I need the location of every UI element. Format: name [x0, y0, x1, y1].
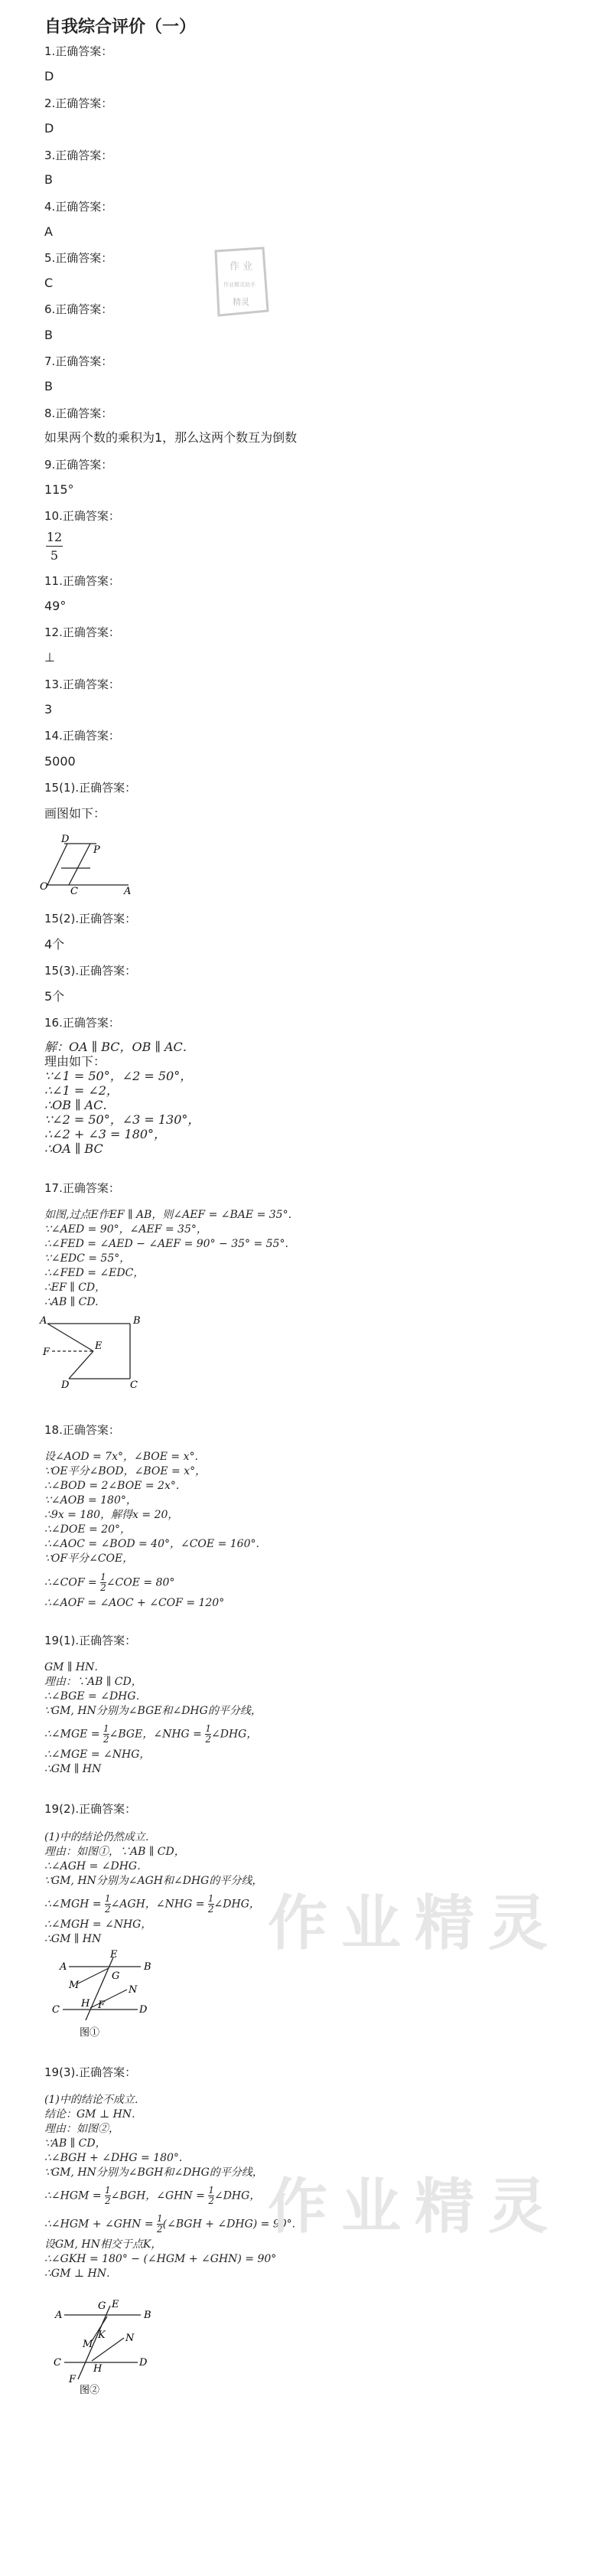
- label-C: C: [54, 2357, 61, 2369]
- answer-value: 画图如下：: [44, 806, 106, 821]
- solution-line: ∴EF ∥ CD，: [44, 1281, 106, 1294]
- solution-line: ∴OA ∥ BC: [44, 1141, 103, 1156]
- denominator: 2: [207, 1904, 214, 1915]
- solution-line-fraction: [44, 2214, 295, 2235]
- solution-line: ∵GM, HN分别为∠BGE和∠DHG的平分线，: [44, 1705, 262, 1717]
- answer-label: 17.正确答案：: [44, 1181, 120, 1195]
- frac-post: (∠BGH + ∠DHG) = 90°.: [162, 2218, 296, 2231]
- solution-line: ∴∠BGH + ∠DHG = 180°.: [44, 2152, 183, 2164]
- label-H: H: [81, 1998, 90, 2010]
- watermark-text: 作业精灵: [268, 1889, 562, 1958]
- answer-label: 11.正确答案：: [44, 574, 120, 588]
- numerator: 1: [208, 2185, 214, 2196]
- label-G: G: [112, 1970, 120, 1982]
- answer-value: B: [44, 328, 53, 342]
- frac-pre: ∴∠COF =: [44, 1576, 101, 1589]
- answer-label: 15(1).正确答案：: [44, 781, 137, 795]
- answer-label: 6.正确答案：: [44, 302, 113, 316]
- numerator: 1: [157, 2213, 163, 2224]
- solution-line: ∴∠AGH = ∠DHG．: [44, 1860, 148, 1872]
- label-M: M: [69, 1980, 80, 1991]
- label-C: C: [130, 1379, 138, 1389]
- solution-line: ∵∠2 = 50°，∠3 = 130°，: [44, 1112, 200, 1127]
- solution-line: 设GM, HN相交于点K，: [44, 2238, 162, 2251]
- label-B: B: [144, 2310, 151, 2321]
- solution-line: ∵OF平分∠COE，: [44, 1552, 134, 1565]
- label-C: C: [70, 886, 78, 896]
- label-G: G: [98, 2300, 106, 2312]
- solution-line: ∴∠AOC = ∠BOD = 40°，∠COE = 160°.: [44, 1538, 259, 1550]
- solution-line: ∵∠AOB = 180°，: [44, 1494, 137, 1507]
- solution-line: ∴GM ∥ HN: [44, 1933, 102, 1945]
- denominator: 2: [205, 1734, 211, 1745]
- answer-value: B: [44, 172, 53, 187]
- solution-line: 理由：∵AB ∥ CD，: [44, 1676, 142, 1688]
- answer-value: C: [44, 276, 54, 290]
- solution-line: 设∠AOD = 7x°，∠BOE = x°.: [44, 1451, 198, 1463]
- solution-line: ∵GM, HN分别为∠AGH和∠DHG的平分线，: [44, 1875, 263, 1887]
- label-O: O: [40, 881, 48, 893]
- solution-line: ∴GM ∥ HN: [44, 1763, 102, 1775]
- frac-post: ∠DHG，: [210, 1728, 258, 1741]
- frac-post: ∠DHG，: [213, 1898, 260, 1911]
- figure-19-2: [47, 2297, 162, 2396]
- solution-line: ∴∠GKH = 180° − (∠HGM + ∠GHN) = 90°: [44, 2253, 277, 2265]
- frac-post: ∠COE = 80°: [106, 1576, 175, 1589]
- stamp-text-bottom: 精灵: [233, 297, 249, 307]
- stamp-text-mid: 作业精灵助手: [223, 282, 256, 288]
- answer-label: 13.正确答案：: [44, 677, 120, 691]
- frac-mid: ∠BGH，∠GHN =: [110, 2189, 209, 2202]
- solution-line: ∵∠AED = 90°，∠AEF = 35°，: [44, 1223, 207, 1236]
- answer-label: 10.正确答案：: [44, 509, 120, 523]
- figure-caption: 图①: [80, 2027, 100, 2039]
- answer-label: 9.正确答案：: [44, 458, 113, 472]
- solution-line: 理由：如图②，: [44, 2123, 119, 2135]
- solution-line: ∴∠DOE = 20°，: [44, 1523, 132, 1536]
- solution-line-fraction: [44, 1894, 260, 1915]
- label-D: D: [61, 1379, 70, 1389]
- label-D: D: [61, 834, 70, 845]
- answer-label: 7.正确答案：: [44, 354, 113, 368]
- answer-value: 3: [44, 702, 53, 717]
- answer-label: 5.正确答案：: [44, 251, 113, 265]
- answer-value: D: [44, 121, 54, 135]
- frac-pre: ∴∠HGM + ∠GHN =: [44, 2218, 157, 2231]
- figure-17: [38, 1313, 153, 1389]
- label-C: C: [52, 2004, 60, 2016]
- figure-19-1: [47, 1948, 162, 2040]
- numerator: 1: [105, 1893, 111, 1904]
- solution-line: ∴GM ⊥ HN．: [44, 2267, 117, 2280]
- answer-value: 如果两个数的乘积为1，那么这两个数互为倒数: [44, 430, 298, 445]
- numerator: 1: [103, 1723, 109, 1734]
- solution-line: ∴9x = 180，解得x = 20，: [44, 1509, 179, 1521]
- stamp-text-top: 作 业: [230, 261, 253, 273]
- answer-label: 19(2).正确答案：: [44, 1802, 137, 1816]
- answer-label: 14.正确答案：: [44, 729, 120, 743]
- solution-line: 结论：GM ⊥ HN．: [44, 2108, 143, 2121]
- numerator: 1: [205, 1723, 211, 1734]
- solution-line: ∵OE平分∠BOD，∠BOE = x°，: [44, 1465, 207, 1477]
- solution-line: (1)中的结论不成立．: [44, 2094, 145, 2106]
- frac-pre: ∴∠HGM =: [44, 2189, 105, 2202]
- answer-value: 5000: [44, 754, 76, 769]
- answer-value: D: [44, 69, 54, 83]
- watermark-text: 作业精灵: [268, 2173, 562, 2241]
- label-A: A: [40, 1315, 47, 1327]
- stamp-logo: [205, 243, 274, 320]
- answer-label: 12.正确答案：: [44, 625, 120, 639]
- solution-line: ∴∠MGH = ∠NHG，: [44, 1918, 152, 1931]
- denominator: 5: [50, 548, 59, 563]
- label-E: E: [112, 2299, 119, 2310]
- answer-value: B: [44, 379, 53, 393]
- answer-label: 19(1).正确答案：: [44, 1634, 137, 1647]
- figure-caption: 图②: [80, 2385, 100, 2396]
- solution-line: ∴∠1 = ∠2，: [44, 1083, 119, 1098]
- label-M: M: [83, 2339, 93, 2350]
- answer-label: 16.正确答案：: [44, 1016, 120, 1030]
- label-A: A: [60, 1961, 67, 1973]
- solution-line: ∴∠BGE = ∠DHG．: [44, 1690, 147, 1703]
- page-title: 自我综合评价（一）: [44, 18, 197, 37]
- answer-value: 49°: [44, 599, 67, 613]
- label-N: N: [125, 2333, 135, 2344]
- solution-line: ∴∠2 + ∠3 = 180°，: [44, 1127, 167, 1141]
- answer-value: 4个: [44, 937, 65, 952]
- solution-line: GM ∥ HN．: [44, 1661, 106, 1673]
- solution-line: (1)中的结论仍然成立．: [44, 1831, 156, 1843]
- denominator: 2: [105, 2196, 111, 2206]
- figure-15: [38, 827, 138, 896]
- solution-line: ∴∠AOF = ∠AOC + ∠COF = 120°: [44, 1597, 225, 1609]
- denominator: 2: [157, 2224, 163, 2235]
- solution-line: ∴∠FED = ∠AED − ∠AEF = 90° − 35° = 55°.: [44, 1238, 288, 1250]
- solution-line: ∴OB ∥ AC．: [44, 1098, 116, 1112]
- numerator: 1: [105, 2185, 111, 2196]
- frac-pre: ∴∠MGE =: [44, 1728, 104, 1741]
- solution-line: ∵∠EDC = 55°，: [44, 1252, 131, 1265]
- label-A: A: [124, 886, 132, 896]
- numerator: 1: [100, 1572, 106, 1582]
- solution-line: ∵∠1 = 50°，∠2 = 50°，: [44, 1069, 193, 1083]
- solution-line: 解：OA ∥ BC，OB ∥ AC．: [44, 1040, 195, 1054]
- solution-line: ∴∠FED = ∠EDC，: [44, 1267, 145, 1279]
- answer-label: 3.正确答案：: [44, 149, 113, 162]
- frac-mid: ∠BGE，∠NHG =: [109, 1728, 206, 1741]
- answer-label: 1.正确答案：: [44, 44, 113, 58]
- label-H: H: [93, 2363, 103, 2375]
- label-B: B: [144, 1961, 151, 1973]
- solution-line: 如图,过点E作EF ∥ AB，则∠AEF = ∠BAE = 35°.: [44, 1209, 292, 1221]
- fraction-bar: [46, 546, 63, 547]
- label-N: N: [129, 1984, 138, 1996]
- solution-line: ∵GM, HN分别为∠BGH和∠DHG的平分线，: [44, 2166, 263, 2179]
- frac-pre: ∴∠MGH =: [44, 1898, 105, 1911]
- answer-label: 2.正确答案：: [44, 96, 113, 110]
- label-D: D: [139, 2357, 148, 2369]
- answer-value: ⊥: [44, 650, 55, 664]
- label-F: F: [69, 2374, 76, 2385]
- answer-value: 115°: [44, 482, 74, 497]
- solution-line: ∴AB ∥ CD.: [44, 1296, 99, 1308]
- answer-label: 4.正确答案：: [44, 200, 113, 214]
- solution-line: ∴∠MGE = ∠NHG，: [44, 1748, 151, 1761]
- label-B: B: [133, 1315, 141, 1327]
- frac-mid: ∠AGH，∠NHG =: [110, 1898, 208, 1911]
- label-K: K: [98, 2330, 106, 2341]
- label-E: E: [95, 1340, 103, 1352]
- solution-line-fraction: [44, 1572, 174, 1593]
- label-E: E: [110, 1949, 118, 1961]
- label-F: F: [43, 1347, 50, 1358]
- fraction-answer: [46, 530, 63, 563]
- frac-post: ∠DHG，: [213, 2189, 261, 2202]
- answer-label: 15(2).正确答案：: [44, 912, 137, 926]
- label-D: D: [139, 2004, 148, 2016]
- solution-line-fraction: [44, 2186, 260, 2206]
- numerator: 12: [46, 530, 63, 544]
- label-A: A: [55, 2310, 63, 2321]
- denominator: 2: [105, 1904, 111, 1915]
- solution-line-fraction: [44, 1724, 257, 1745]
- label-P: P: [93, 844, 100, 856]
- answer-value: A: [44, 224, 53, 239]
- solution-line: 理由：如图①，∵AB ∥ CD，: [44, 1846, 185, 1858]
- solution-line: 理由如下：: [44, 1054, 106, 1069]
- denominator: 2: [100, 1582, 106, 1593]
- denominator: 2: [208, 2196, 214, 2206]
- solution-line: ∵AB ∥ CD，: [44, 2137, 106, 2150]
- denominator: 2: [103, 1734, 109, 1745]
- solution-line: ∴∠BOD = 2∠BOE = 2x°.: [44, 1480, 180, 1492]
- answer-value: 5个: [44, 989, 65, 1004]
- label-F: F: [98, 2000, 106, 2011]
- answer-label: 8.正确答案：: [44, 406, 113, 420]
- numerator: 1: [207, 1893, 214, 1904]
- answer-label: 15(3).正确答案：: [44, 964, 137, 978]
- answer-label: 18.正确答案：: [44, 1423, 120, 1437]
- answer-label: 19(3).正确答案：: [44, 2065, 137, 2079]
